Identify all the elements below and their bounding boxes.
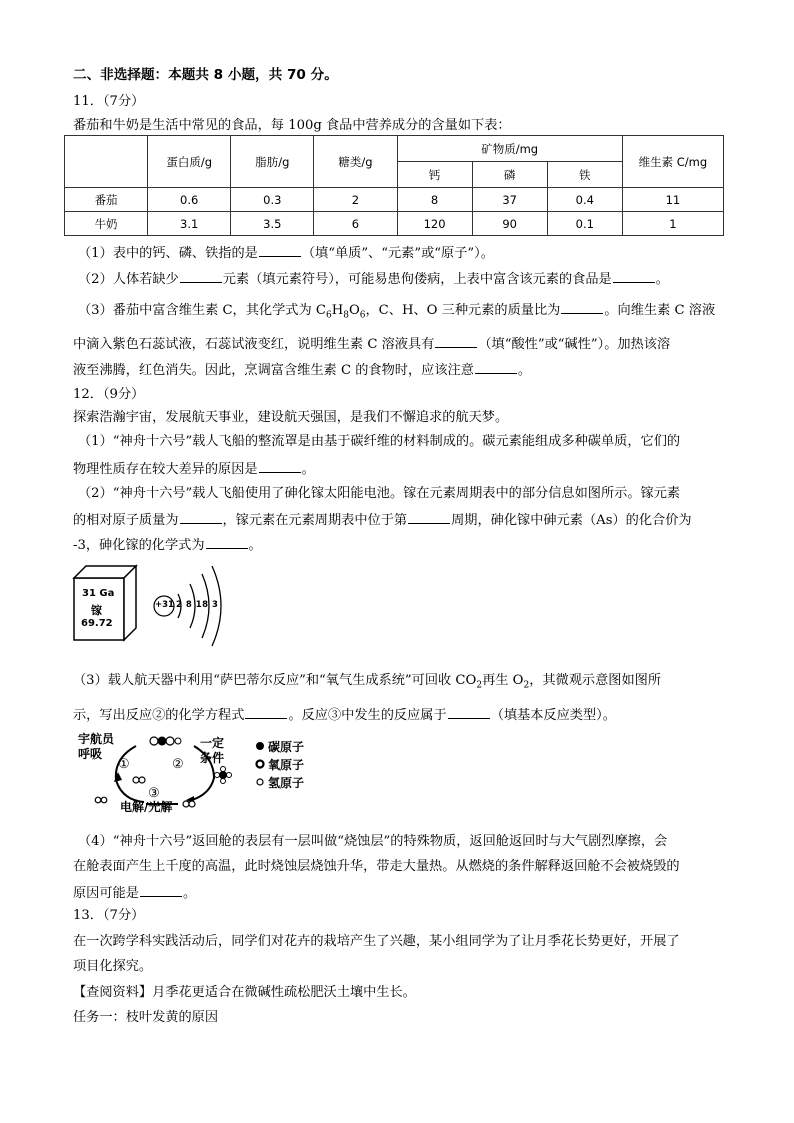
q11-part3-line1: （3）番茄中富含维生素 C，其化学式为 $C_6H_8O_6$，C、H、O 三种元素的质量比为 。向维生素 C 溶液 xyxy=(78,303,716,321)
answer-blank[interactable] xyxy=(448,706,490,719)
table-header: 糖类/g xyxy=(314,136,397,188)
table-cell: 3.1 xyxy=(148,212,231,236)
q12-part4-line3: 原因可能是 。 xyxy=(73,886,197,901)
electrolysis-label: 电解/光解 xyxy=(120,800,173,814)
answer-blank[interactable] xyxy=(259,460,301,473)
table-header: 蛋白质/g xyxy=(148,136,231,188)
element-name: 镓 xyxy=(91,604,102,617)
q12-part2-line3: -3，砷化镓的化学式为 。 xyxy=(73,538,262,553)
answer-blank[interactable] xyxy=(561,301,603,314)
element-number-symbol: 31 Ga xyxy=(82,588,115,599)
table-subheader: 铁 xyxy=(547,162,622,188)
table-cell: 6 xyxy=(314,212,397,236)
table-cell: 番茄 xyxy=(65,188,148,212)
table-cell: 0.1 xyxy=(547,212,622,236)
table-subheader: 磷 xyxy=(472,162,547,188)
table-cell: 0.4 xyxy=(547,188,622,212)
table-subheader: 钙 xyxy=(397,162,472,188)
q12-part2-line1: （2）“神舟十六号”载人飞船使用了砷化镓太阳能电池。镓在元素周期表中的部分信息如图所示。镓元素 xyxy=(78,486,681,501)
q12-intro: 探索浩瀚宇宙，发展航天事业，建设航天强国，是我们不懈追求的航天梦。 xyxy=(73,410,509,425)
q11-number: 11．（7分） xyxy=(73,94,145,109)
legend-hydrogen: 氢原子 xyxy=(268,776,305,790)
table-cell: 1 xyxy=(622,212,723,236)
table-cell: 90 xyxy=(472,212,547,236)
carbon-atom-icon xyxy=(256,742,264,750)
answer-blank[interactable] xyxy=(180,270,222,283)
table-header: 脂肪/g xyxy=(231,136,314,188)
q12-part3-line2: 示，写出反应②的化学方程式 。反应③中发生的反应属于 （填基本反应类型）。 xyxy=(73,708,616,723)
table-corner xyxy=(65,136,148,188)
q11-part1: （1）表中的钙、磷、铁指的是 （填“单质”、“元素”或“原子”）。 xyxy=(78,246,494,261)
legend-carbon: 碳原子 xyxy=(268,740,305,754)
answer-blank[interactable] xyxy=(140,884,182,897)
table-row xyxy=(65,188,724,212)
element-mass: 69.72 xyxy=(81,618,113,629)
q12-part4-line1: （4）“神舟十六号”返回舱的表层有一层叫做“烧蚀层”的特殊物质，返回舱返回时与大气剧烈摩擦，会 xyxy=(78,834,668,849)
hydrogen-atom-icon xyxy=(257,779,263,785)
table-cell: 0.3 xyxy=(231,188,314,212)
step-1: ① xyxy=(118,757,130,772)
q12-part1-line2: 物理性质存在较大差异的原因是 。 xyxy=(73,462,315,477)
q11-part2: （2）人体若缺少 元素（填元素符号），可能易患佝偻病，上表中富含该元素的食品是 。 xyxy=(78,272,669,287)
answer-blank[interactable] xyxy=(180,511,222,524)
nutrition-table xyxy=(64,135,724,236)
q12-part3-line1: （3）载人航天器中利用“萨巴蒂尔反应”和“氧气生成系统”可回收 $CO_2$再生 $O_2$，其微观示意图如图所 xyxy=(73,673,662,691)
step-2: ② xyxy=(172,757,184,772)
table-cell: 11 xyxy=(622,188,723,212)
q13-info: 【查阅资料】月季花更适合在微碱性疏松肥沃土壤中生长。 xyxy=(73,985,416,1000)
q13-intro-line1: 在一次跨学科实践活动后，同学们对花卉的栽培产生了兴趣，某小组同学为了让月季花长势更好，开展了 xyxy=(73,934,680,949)
table-cell: 0.6 xyxy=(148,188,231,212)
q12-part1-line1: （1）“神舟十六号”载人飞船的整流罩是由基于碳纤维的材料制成的。碳元素能组成多种碳单质，它们的 xyxy=(78,434,681,449)
table-row xyxy=(65,212,724,236)
q13-intro-line2: 项目化探究。 xyxy=(73,959,153,974)
q11-intro: 番茄和牛奶是生活中常见的食品，每 100g 食品中营养成分的含量如下表： xyxy=(73,118,511,133)
table-header: 维生素 C/mg xyxy=(622,136,723,188)
table-cell: 3.5 xyxy=(231,212,314,236)
breath-label: 呼吸 xyxy=(78,747,103,761)
table-cell: 120 xyxy=(397,212,472,236)
oxygen-atom-icon xyxy=(257,761,264,768)
q13-task1: 任务一：枝叶发黄的原因 xyxy=(73,1010,219,1025)
section-title: 二、非选择题：本题共 8 小题，共 70 分。 xyxy=(73,67,338,83)
answer-blank[interactable] xyxy=(613,270,655,283)
answer-blank[interactable] xyxy=(435,335,477,348)
answer-blank[interactable] xyxy=(408,511,450,524)
condition-label-1: 一定 xyxy=(200,736,225,750)
q12-part2-line2: 的相对原子质量为 ，镓元素在元素周期表中位于第 周期，砷化镓中砷元素（As）的化合价为 xyxy=(73,513,692,528)
table-cell: 牛奶 xyxy=(65,212,148,236)
q13-number: 13．（7分） xyxy=(73,908,145,923)
legend-oxygen: 氧原子 xyxy=(268,758,305,772)
table-cell: 8 xyxy=(397,188,472,212)
answer-blank[interactable] xyxy=(475,361,517,374)
atom-shells: 2 8 18 3 xyxy=(176,600,219,610)
q12-number: 12．（9分） xyxy=(73,387,145,402)
answer-blank[interactable] xyxy=(245,706,287,719)
condition-label-2: 条件 xyxy=(200,751,225,765)
gallium-figure xyxy=(72,560,232,650)
atom-nucleus: +31 xyxy=(155,600,174,610)
q12-part4-line2: 在舱表面产生上千度的高温，此时烧蚀层烧蚀升华，带走大量热。从燃烧的条件解释返回舱不会被烧毁的 xyxy=(73,859,680,874)
q11-part3-line2: 中滴入紫色石蕊试液，石蕊试液变红，说明维生素 C 溶液具有 （填“酸性”或“碱性”）。加热该溶 xyxy=(73,337,671,352)
answer-blank[interactable] xyxy=(206,536,248,549)
astronaut-label: 宇航员 xyxy=(78,732,115,746)
table-cell: 37 xyxy=(472,188,547,212)
q11-part3-line3: 液至沸腾，红色消失。因此，烹调富含维生素 C 的食物时，应该注意 。 xyxy=(73,363,532,378)
reaction-cycle-diagram xyxy=(74,728,314,816)
answer-blank[interactable] xyxy=(259,244,301,257)
step-3: ③ xyxy=(148,786,160,801)
table-header: 矿物质/mg xyxy=(397,136,622,162)
table-cell: 2 xyxy=(314,188,397,212)
